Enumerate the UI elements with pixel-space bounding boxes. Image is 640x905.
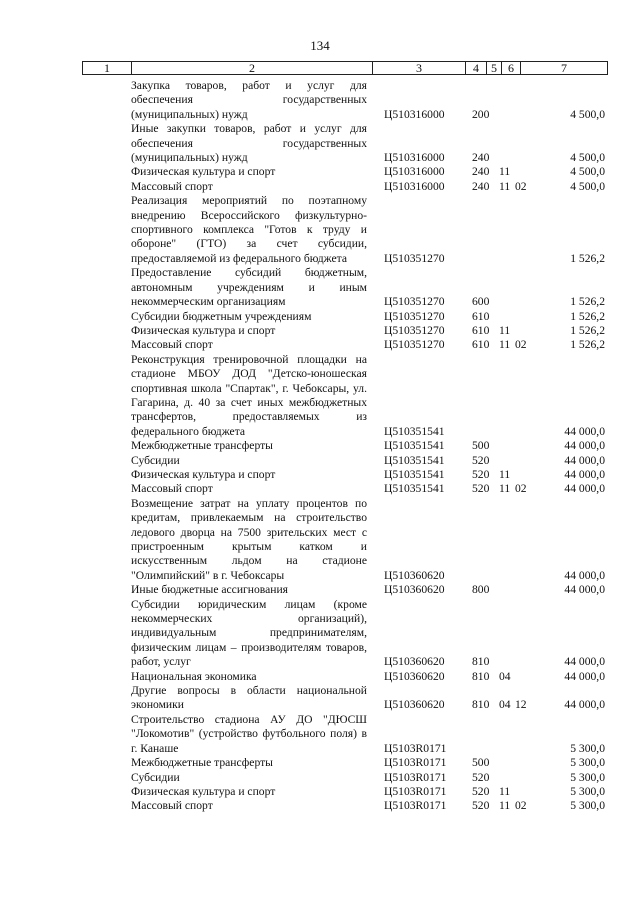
row-expense-type: 520 <box>472 799 490 813</box>
row-expense-type: 240 <box>472 151 490 165</box>
row-subsection: 02 <box>515 179 527 193</box>
row-amount: 5 300,0 <box>570 799 605 813</box>
row-amount: 1 526,2 <box>570 295 605 309</box>
row-section: 11 <box>499 323 511 337</box>
header-col-3: 3 <box>373 62 466 74</box>
row-section: 11 <box>499 165 511 179</box>
row-section: 11 <box>499 799 511 813</box>
row-expense-type: 200 <box>472 107 490 121</box>
row-expense-type: 600 <box>472 295 490 309</box>
row-expense-type: 610 <box>472 323 490 337</box>
row-expense-type: 240 <box>472 165 490 179</box>
table-row <box>0 497 640 583</box>
row-amount: 44 000,0 <box>564 568 605 582</box>
table-row <box>0 684 640 713</box>
row-subsection: 02 <box>515 338 527 352</box>
table-row <box>0 324 640 338</box>
row-expense-type: 520 <box>472 453 490 467</box>
row-amount: 4 500,0 <box>570 179 605 193</box>
header-col-2: 2 <box>132 62 373 74</box>
row-name: Массовый спорт <box>131 799 213 813</box>
row-amount: 5 300,0 <box>570 770 605 784</box>
table-row <box>0 165 640 179</box>
row-expense-type: 810 <box>472 669 490 683</box>
row-code: Ц5103R0171 <box>384 741 447 755</box>
row-name: Физическая культура и спорт <box>131 165 276 179</box>
row-subsection: 12 <box>515 698 527 712</box>
row-name: Массовый спорт <box>131 179 213 193</box>
row-name: Субсидии <box>131 770 180 784</box>
row-expense-type: 240 <box>472 179 490 193</box>
row-amount: 44 000,0 <box>564 482 605 496</box>
row-code: Ц510360620 <box>384 655 445 669</box>
table-row <box>0 338 640 352</box>
table-row <box>0 785 640 799</box>
table-row <box>0 670 640 684</box>
row-name: Иные бюджетные ассигнования <box>131 583 288 597</box>
row-name: Физическая культура и спорт <box>131 467 276 481</box>
row-expense-type: 500 <box>472 439 490 453</box>
row-amount: 4 500,0 <box>570 165 605 179</box>
table-row <box>0 799 640 813</box>
row-expense-type: 800 <box>472 583 490 597</box>
row-amount: 4 500,0 <box>570 107 605 121</box>
row-code: Ц510360620 <box>384 698 445 712</box>
row-amount: 44 000,0 <box>564 424 605 438</box>
row-expense-type: 520 <box>472 482 490 496</box>
row-name: Массовый спорт <box>131 338 213 352</box>
table-row <box>0 122 640 165</box>
table-row <box>0 482 640 496</box>
row-code: Ц510360620 <box>384 669 445 683</box>
row-code: Ц510351541 <box>384 467 445 481</box>
table-row <box>0 583 640 597</box>
row-code: Ц510316000 <box>384 179 445 193</box>
row-amount: 44 000,0 <box>564 669 605 683</box>
row-code: Ц510316000 <box>384 151 445 165</box>
row-expense-type: 610 <box>472 309 490 323</box>
row-subsection: 02 <box>515 799 527 813</box>
row-expense-type: 520 <box>472 770 490 784</box>
row-amount: 5 300,0 <box>570 784 605 798</box>
row-amount: 44 000,0 <box>564 453 605 467</box>
row-amount: 1 526,2 <box>570 338 605 352</box>
table-row <box>0 771 640 785</box>
row-code: Ц510351541 <box>384 439 445 453</box>
row-expense-type: 810 <box>472 698 490 712</box>
table-row <box>0 310 640 324</box>
row-amount: 5 300,0 <box>570 741 605 755</box>
row-name: Субсидии бюджетным учреждениям <box>131 309 312 323</box>
row-expense-type: 520 <box>472 467 490 481</box>
row-expense-type: 500 <box>472 756 490 770</box>
table-row <box>0 468 640 482</box>
row-name: Межбюджетные трансферты <box>131 756 273 770</box>
table-row <box>0 439 640 453</box>
row-code: Ц510360620 <box>384 568 445 582</box>
table-row <box>0 194 640 266</box>
table-row <box>0 353 640 439</box>
row-code: Ц510351270 <box>384 309 445 323</box>
row-code: Ц5103R0171 <box>384 784 447 798</box>
row-section: 11 <box>499 179 511 193</box>
row-name: Межбюджетные трансферты <box>131 439 273 453</box>
row-amount: 44 000,0 <box>564 583 605 597</box>
table-row <box>0 713 640 756</box>
row-expense-type: 520 <box>472 784 490 798</box>
table-header <box>82 61 608 75</box>
row-name: Иные закупки товаров, работ и услуг для обеспечения государственных (муниципальных) нужд <box>131 122 367 165</box>
row-section: 11 <box>499 482 511 496</box>
header-col-5: 5 <box>487 62 502 74</box>
header-col-7: 7 <box>561 61 567 75</box>
row-code: Ц5103R0171 <box>384 799 447 813</box>
row-section: 04 <box>499 698 511 712</box>
row-code: Ц510351541 <box>384 424 445 438</box>
row-amount: 1 526,2 <box>570 323 605 337</box>
row-amount: 1 526,2 <box>570 251 605 265</box>
row-code: Ц510316000 <box>384 165 445 179</box>
row-name: Субсидии юридическим лицам (кроме некоммерческих организаций), индивидуальным предпринимателям, физическим лицам – производителям товаров, работ, услуг <box>131 597 367 669</box>
header-col-1: 1 <box>83 62 132 74</box>
row-amount: 44 000,0 <box>564 655 605 669</box>
row-section: 04 <box>499 669 511 683</box>
header-col-6: 6 <box>502 62 521 74</box>
row-name: Другие вопросы в области национальной экономики <box>131 684 367 712</box>
row-name: Реконструкция тренировочной площадки на стадионе МБОУ ДОД "Детско-юношеская спортивная школа "Спартак", г. Чебоксары, ул. Гагарина, д. 40 за счет иных межбюджетных трансфертов, предоставляемых из федерального бюджета <box>131 352 367 438</box>
row-name: Национальная экономика <box>131 669 257 683</box>
row-name: Массовый спорт <box>131 482 213 496</box>
row-name: Возмещение затрат на уплату процентов по кредитам, привлекаемым на строительство ледового дворца на 7500 зрительских мест с пристроенным крытым катком и искусственным льдом на стадионе "Олимпийский" в г. Чебоксары <box>131 496 367 582</box>
row-section: 11 <box>499 338 511 352</box>
row-name: Предоставление субсидий бюджетным, автономным учреждениям и иным некоммерческим организациям <box>131 266 367 309</box>
row-expense-type: 810 <box>472 655 490 669</box>
table-row <box>0 266 640 309</box>
row-expense-type: 610 <box>472 338 490 352</box>
header-col-4: 4 <box>466 62 487 74</box>
row-code: Ц510351270 <box>384 323 445 337</box>
page-number: 134 <box>310 38 330 53</box>
row-name: Строительство стадиона АУ ДО "ДЮСШ "Локомотив" (устройство футбольного поля) в г. Канаше <box>131 712 367 755</box>
row-section: 11 <box>499 784 511 798</box>
row-amount: 44 000,0 <box>564 467 605 481</box>
row-code: Ц510351270 <box>384 251 445 265</box>
table-row <box>0 79 640 122</box>
row-code: Ц510351270 <box>384 295 445 309</box>
row-name: Субсидии <box>131 453 180 467</box>
row-code: Ц510351270 <box>384 338 445 352</box>
row-amount: 44 000,0 <box>564 439 605 453</box>
row-code: Ц510360620 <box>384 583 445 597</box>
table-row <box>0 180 640 194</box>
row-name: Реализация мероприятий по поэтапному внедрению Всероссийского физкультурно-спортивного комплекса "Готов к труду и обороне" (ГТО) за счет субсидии, предоставляемой из федерального бюджета <box>131 194 367 265</box>
row-amount: 1 526,2 <box>570 309 605 323</box>
table-body <box>0 79 640 814</box>
row-code: Ц510351541 <box>384 482 445 496</box>
row-name: Физическая культура и спорт <box>131 784 276 798</box>
row-name: Закупка товаров, работ и услуг для обеспечения государственных (муниципальных) нужд <box>131 79 367 121</box>
row-subsection: 02 <box>515 482 527 496</box>
row-code: Ц510351541 <box>384 453 445 467</box>
row-amount: 44 000,0 <box>564 698 605 712</box>
table-row <box>0 454 640 468</box>
row-amount: 4 500,0 <box>570 151 605 165</box>
row-code: Ц510316000 <box>384 107 445 121</box>
table-row <box>0 598 640 670</box>
table-row <box>0 756 640 770</box>
row-code: Ц5103R0171 <box>384 770 447 784</box>
row-amount: 5 300,0 <box>570 756 605 770</box>
row-code: Ц5103R0171 <box>384 756 447 770</box>
row-section: 11 <box>499 467 511 481</box>
row-name: Физическая культура и спорт <box>131 323 276 337</box>
